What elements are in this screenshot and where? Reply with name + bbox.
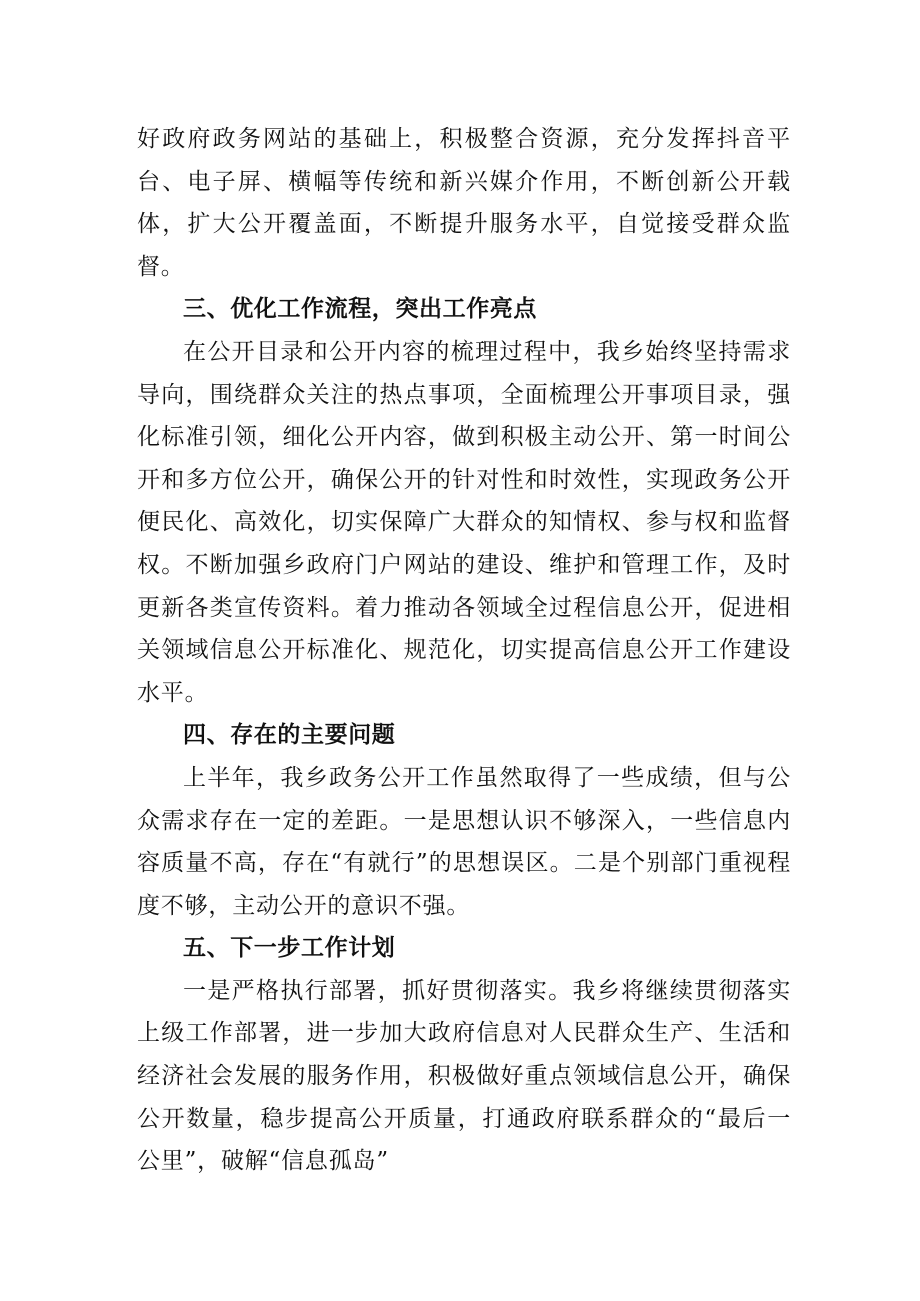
section-heading-3: 三、优化工作流程，突出工作亮点 [183,296,537,323]
section-heading-4: 四、存在的主要问题 [183,722,396,749]
document-page [137,118,791,1183]
section-heading-5: 五、下一步工作计划 [183,935,396,962]
body-paragraph-section-5: 一是严格执行部署，抓好贯彻落实。我乡将继续贯彻落实上级工作部署，进一步加大政府信息对人民群众生产、生活和经济社会发展的服务作用，积极做好重点领域信息公开，确保公开数量，稳步提高公开质量，打通政府联系群众的“最后一公里”，破解“信息孤岛” [137,977,791,1175]
body-paragraph-section-3: 在公开目录和公开内容的梳理过程中，我乡始终坚持需求导向，围绕群众关注的热点事项，全面梳理公开事项目录，强化标准引领，细化公开内容，做到积极主动公开、第一时间公开和多方位公开，确保公开的针对性和时效性，实现政务公开便民化、高效化，切实保障广大群众的知情权、参与权和监督权。不断加强乡政府门户网站的建设、维护和管理工作，及时更新各类宣传资料。着力推动各领域全过程信息公开，促进相关领域信息公开标准化、规范化，切实提高信息公开工作建设水平。 [137,338,791,706]
body-paragraph-section-4: 上半年，我乡政务公开工作虽然取得了一些成绩，但与公众需求存在一定的差距。一是思想认识不够深入，一些信息内容质量不高，存在“有就行”的思想误区。二是个别部门重视程度不够，主动公开的意识不强。 [137,764,791,919]
body-paragraph-continuation: 好政府政务网站的基础上，积极整合资源，充分发挥抖音平台、电子屏、横幅等传统和新兴媒介作用，不断创新公开载体，扩大公开覆盖面，不断提升服务水平，自觉接受群众监督。 [137,126,791,280]
